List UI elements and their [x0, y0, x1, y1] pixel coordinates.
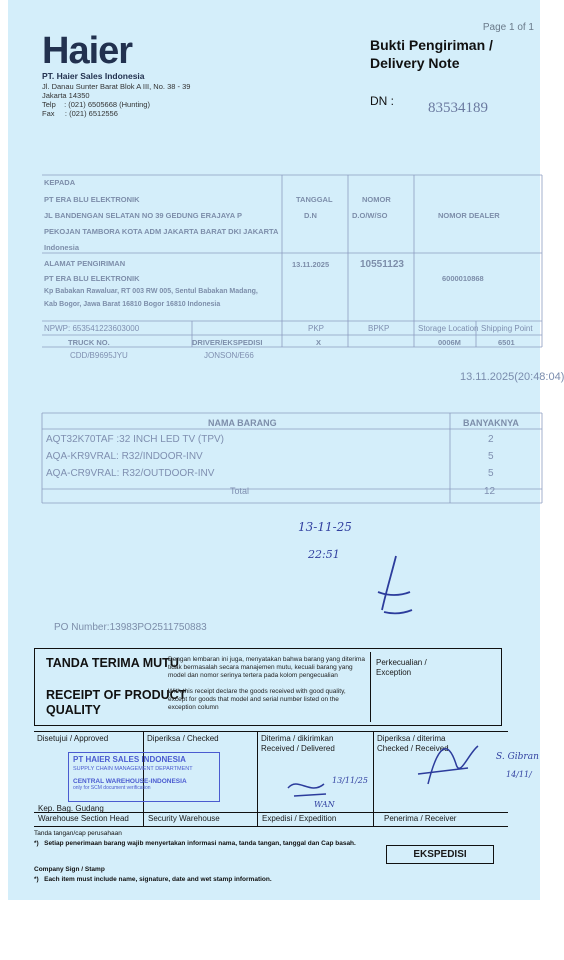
truck-no-label: TRUCK NO. — [68, 338, 110, 347]
delivered-label-1: Diterima / dikirimkan — [261, 734, 334, 743]
nomor-dealer-label: NOMOR DEALER — [438, 211, 500, 220]
receipt-text-2: except for goods that model and serial number listed on the — [168, 696, 339, 703]
po-number: PO Number:13983PO2511750883 — [54, 622, 207, 633]
item-row-2-name: AQA-KR9VRAL: R32/INDOOR-INV — [46, 451, 203, 462]
receipt-quality-title-1: RECEIPT OF PRODUCT — [46, 688, 187, 702]
handwritten-time: 22:51 — [308, 548, 340, 561]
kepada-label: KEPADA — [44, 178, 76, 187]
shipping-address-label: ALAMAT PENGIRIMAN — [44, 259, 126, 268]
tanda-terima-text-2: tidak bermasalah secara manajemen mutu, kecuali barang yang — [168, 664, 353, 671]
tanggal-sub-label: D.N — [304, 211, 317, 220]
npwp-number: NPWP: 653541223603000 — [44, 324, 140, 333]
checked-received-label-2: Checked / Received — [377, 744, 449, 753]
receipt-quality-title-2: QUALITY — [46, 703, 101, 717]
stamp-note: Tanda tangan/cap perusahaan — [34, 830, 122, 837]
item-row-3-name: AQA-CR9VRAL: R32/OUTDOOR-INV — [46, 468, 215, 479]
handwritten-date: 13-11-25 — [298, 520, 352, 534]
exception-label-1: Perkecualian / — [376, 658, 427, 667]
stamp-line-4: only for SCM document verification — [73, 785, 151, 791]
item-row-2-qty: 5 — [488, 451, 494, 462]
exception-label-2: Exception — [376, 668, 412, 677]
company-name: PT. Haier Sales Indonesia — [42, 71, 145, 81]
storage-location-value: 0006M — [438, 338, 461, 347]
quantity-header: BANYAKNYA — [463, 418, 519, 428]
shipping-address-1: Kp Babakan Rawaluar, RT 003 RW 005, Sentul Babakan Madang, — [44, 288, 258, 295]
handwritten-signature-top — [368, 552, 418, 622]
approved-label: Disetujui / Approved — [37, 734, 109, 743]
receiver-handwritten-name: S. Gibran — [496, 752, 539, 762]
receiver-label: Penerima / Receiver — [384, 814, 457, 823]
warehouse-stamp — [68, 752, 220, 802]
expedition-label: Expedisi / Expedition — [262, 814, 337, 823]
dealer-number: 6000010868 — [442, 274, 484, 283]
item-name-header: NAMA BARANG — [208, 418, 277, 428]
bpkp-label: BPKP — [368, 324, 390, 333]
document-title-line-2: Delivery Note — [370, 55, 460, 71]
truck-number: CDD/B9695JYU — [70, 351, 128, 360]
company-address-2: Jakarta 14350 — [42, 91, 90, 100]
driver-label: DRIVER/EKSPEDISI — [192, 338, 263, 347]
print-timestamp: 13.11.2025(20:48:04) — [460, 371, 564, 383]
dn-number: 83534189 — [428, 100, 488, 116]
tanda-terima-mutu-title: TANDA TERIMA MUTU — [46, 656, 179, 670]
nomor-value: 10551123 — [360, 259, 404, 270]
nomor-label: NOMOR — [362, 195, 391, 204]
total-quantity: 12 — [484, 486, 496, 497]
total-label: Total — [230, 486, 250, 496]
stamp-line-3: CENTRAL WAREHOUSE-INDONESIA — [73, 778, 187, 785]
delivery-note-paper — [8, 0, 564, 900]
pkp-label: PKP — [308, 324, 325, 333]
storage-location-label: Storage Location — [418, 324, 479, 333]
expedition-handwritten-name: WAN — [314, 800, 335, 809]
receiver-signature — [408, 734, 488, 794]
warehouse-head-label-1: Kep. Bag. Gudang — [38, 804, 104, 813]
tanda-terima-text-3: model dan nomor serinya tertera pada kolom pengecualian — [168, 672, 338, 679]
stamp-line-2: SUPPLY CHAIN MANAGEMENT DEPARTMENT — [73, 766, 193, 772]
recipient-name: PT ERA BLU ELEKTRONIK — [44, 195, 140, 204]
stamp-line-1: PT HAIER SALES INDONESIA — [73, 755, 186, 764]
tanda-terima-text-1: Dengan lembaran ini juga, menyatakan bahwa barang yang diterima — [168, 656, 365, 663]
company-address-1: Jl. Danau Sunter Barat Blok A III, No. 38 - 39 — [42, 82, 191, 91]
haier-logo: Haier — [42, 30, 133, 72]
checked-label: Diperiksa / Checked — [147, 734, 219, 743]
ekspedisi-box: EKSPEDISI — [386, 845, 494, 864]
recipient-country: Indonesia — [44, 243, 80, 252]
expedition-handwritten-date: 13/11/25 — [332, 776, 368, 785]
shipping-address-2: Kab Bogor, Jawa Barat 16810 Bogor 16810 Indonesia — [44, 301, 221, 308]
item-row-1-name: AQT32K70TAF :32 INCH LED TV (TPV) — [46, 434, 225, 445]
nomor-sub-label: D.O/W/SO — [352, 211, 388, 220]
dn-date: 13.11.2025 — [292, 260, 330, 269]
page-indicator: Page 1 of 1 — [482, 22, 534, 33]
checked-received-label-1: Diperiksa / diterima — [377, 734, 446, 743]
footer-note-id: *) Setiap penerimaan barang wajib menyertakan informasi nama, tanda tangan, tanggal dan Cap basah. — [34, 840, 356, 847]
receipt-text-1: With this receipt declare the goods received with good quality, — [168, 688, 346, 695]
warehouse-head-label-2: Warehouse Section Head — [38, 814, 129, 823]
receiver-handwritten-date: 14/11/ — [506, 770, 532, 779]
shipping-name: PT ERA BLU ELEKTRONIK — [44, 274, 140, 283]
dn-label: DN : — [370, 94, 394, 108]
footer-note-en: *) Each item must include name, signature, date and wet stamp information. — [34, 876, 272, 883]
company-fax: Fax : (021) 6512556 — [42, 109, 118, 118]
security-warehouse-label: Security Warehouse — [148, 814, 220, 823]
shipping-point-value: 6501 — [498, 338, 515, 347]
tanggal-label: TANGGAL — [296, 195, 333, 204]
pkp-value: X — [316, 338, 322, 347]
document-title — [370, 36, 493, 72]
item-row-3-qty: 5 — [488, 468, 494, 479]
shipping-point-label: Shipping Point — [481, 324, 533, 333]
item-row-1-qty: 2 — [488, 434, 494, 445]
delivered-label-2: Received / Delivered — [261, 744, 335, 753]
recipient-address-2: PEKOJAN TAMBORA KOTA ADM JAKARTA BARAT DKI JAKARTA — [44, 227, 279, 236]
driver-name: JONSON/E66 — [204, 351, 254, 360]
document-title-line-1: Bukti Pengiriman / — [370, 37, 493, 53]
receipt-text-3: exception column — [168, 704, 219, 711]
recipient-address-1: JL BANDENGAN SELATAN NO 39 GEDUNG ERAJAYA P — [44, 211, 242, 220]
signature-footer-divider — [34, 812, 508, 813]
exception-divider — [370, 652, 371, 722]
company-sign-label: Company Sign / Stamp — [34, 866, 105, 873]
company-phone: Telp : (021) 6505668 (Hunting) — [42, 100, 150, 109]
